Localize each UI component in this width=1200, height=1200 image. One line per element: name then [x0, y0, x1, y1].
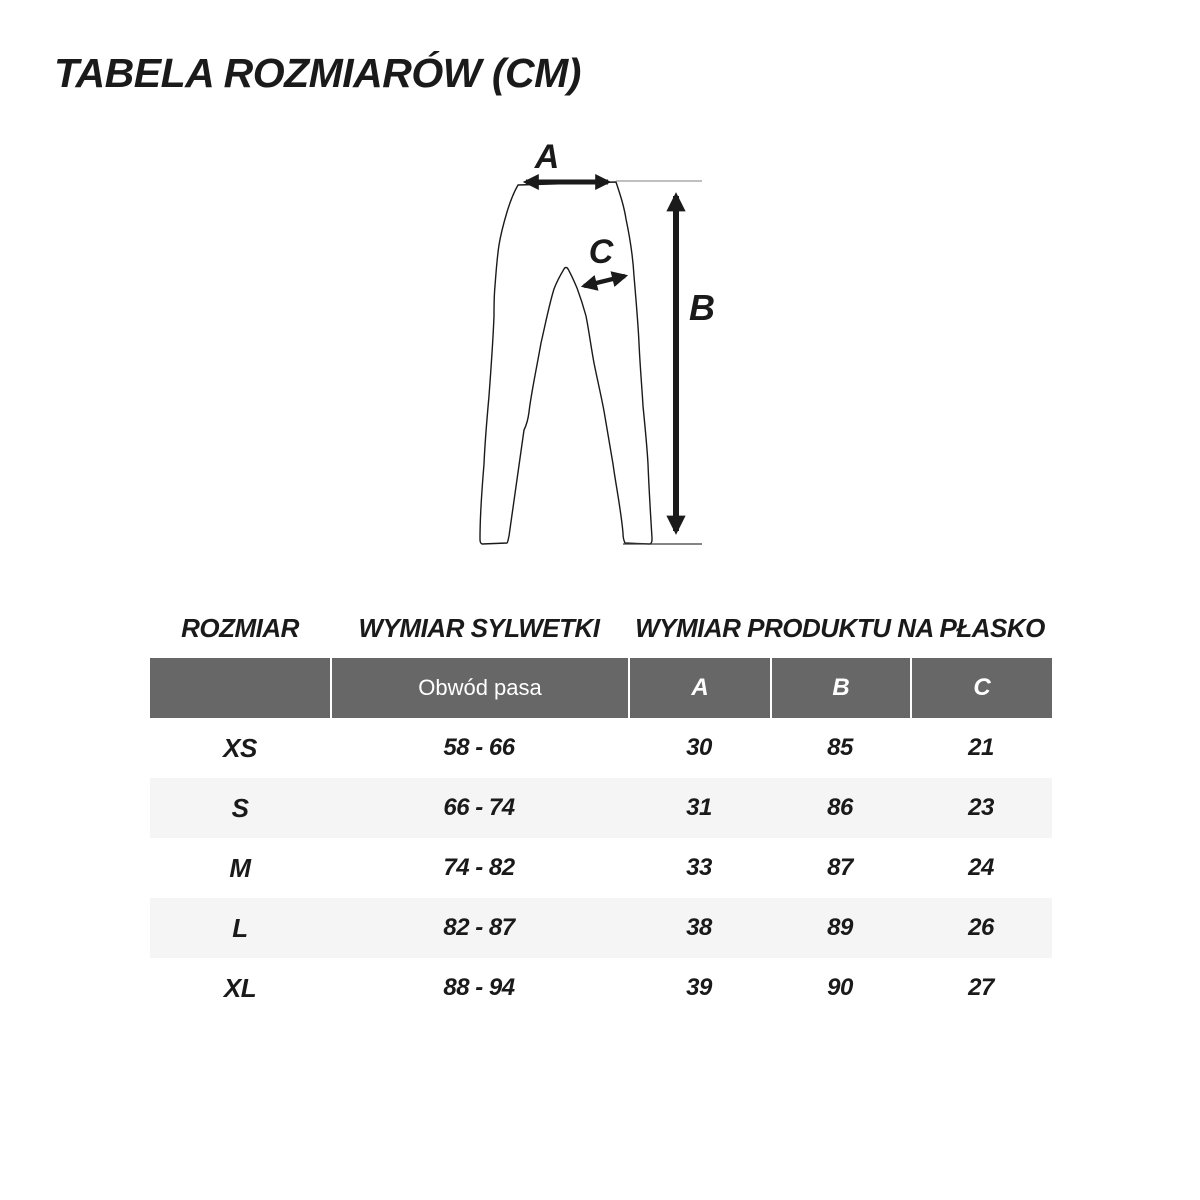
size-label: L	[232, 913, 248, 943]
pants-outline	[480, 182, 652, 544]
size-label: S	[231, 793, 249, 823]
header-cell-a: A	[628, 658, 770, 718]
b-value: 89	[827, 914, 853, 941]
group-header-size: ROZMIAR	[181, 612, 299, 643]
table-header-row	[150, 658, 1052, 718]
c-value: 26	[968, 914, 994, 941]
b-value: 87	[827, 854, 853, 881]
pants-measurement-diagram	[430, 128, 770, 572]
waist-value: 66 - 74	[443, 794, 515, 821]
header-cell-c: C	[910, 658, 1052, 718]
measure-c-label: C	[588, 233, 614, 271]
a-value: 30	[686, 734, 712, 761]
waist-value: 74 - 82	[443, 854, 515, 881]
a-value: 31	[686, 794, 712, 821]
a-value: 39	[686, 974, 712, 1001]
size-label: XL	[223, 973, 257, 1003]
table-row-xs	[150, 718, 1052, 778]
table-row-l	[150, 898, 1052, 958]
size-label: XS	[223, 733, 257, 763]
b-value: 90	[827, 974, 853, 1001]
table-row-xl	[150, 958, 1052, 1018]
table-row-m	[150, 838, 1052, 898]
page-title: TABELA ROZMIARÓW (CM)	[54, 50, 581, 96]
c-value: 23	[968, 794, 994, 821]
measure-b-label: B	[689, 287, 715, 328]
header-cell-empty	[150, 658, 330, 718]
size-label: M	[229, 853, 251, 883]
group-header-body: WYMIAR SYLWETKI	[358, 612, 600, 643]
a-value: 33	[686, 854, 712, 881]
table-group-headers	[150, 610, 1052, 646]
header-cell-waist: Obwód pasa	[330, 658, 628, 718]
a-value: 38	[686, 914, 712, 941]
table-row-s	[150, 778, 1052, 838]
c-value: 27	[968, 974, 994, 1001]
c-value: 21	[968, 734, 994, 761]
waist-value: 58 - 66	[443, 734, 515, 761]
waist-value: 88 - 94	[443, 974, 515, 1001]
header-cell-b: B	[770, 658, 910, 718]
group-header-product: WYMIAR PRODUKTU NA PŁASKO	[635, 612, 1045, 643]
b-value: 85	[827, 734, 853, 761]
waist-value: 82 - 87	[443, 914, 515, 941]
measure-a-label: A	[534, 138, 560, 176]
b-value: 86	[827, 794, 853, 821]
c-value: 24	[968, 854, 994, 881]
